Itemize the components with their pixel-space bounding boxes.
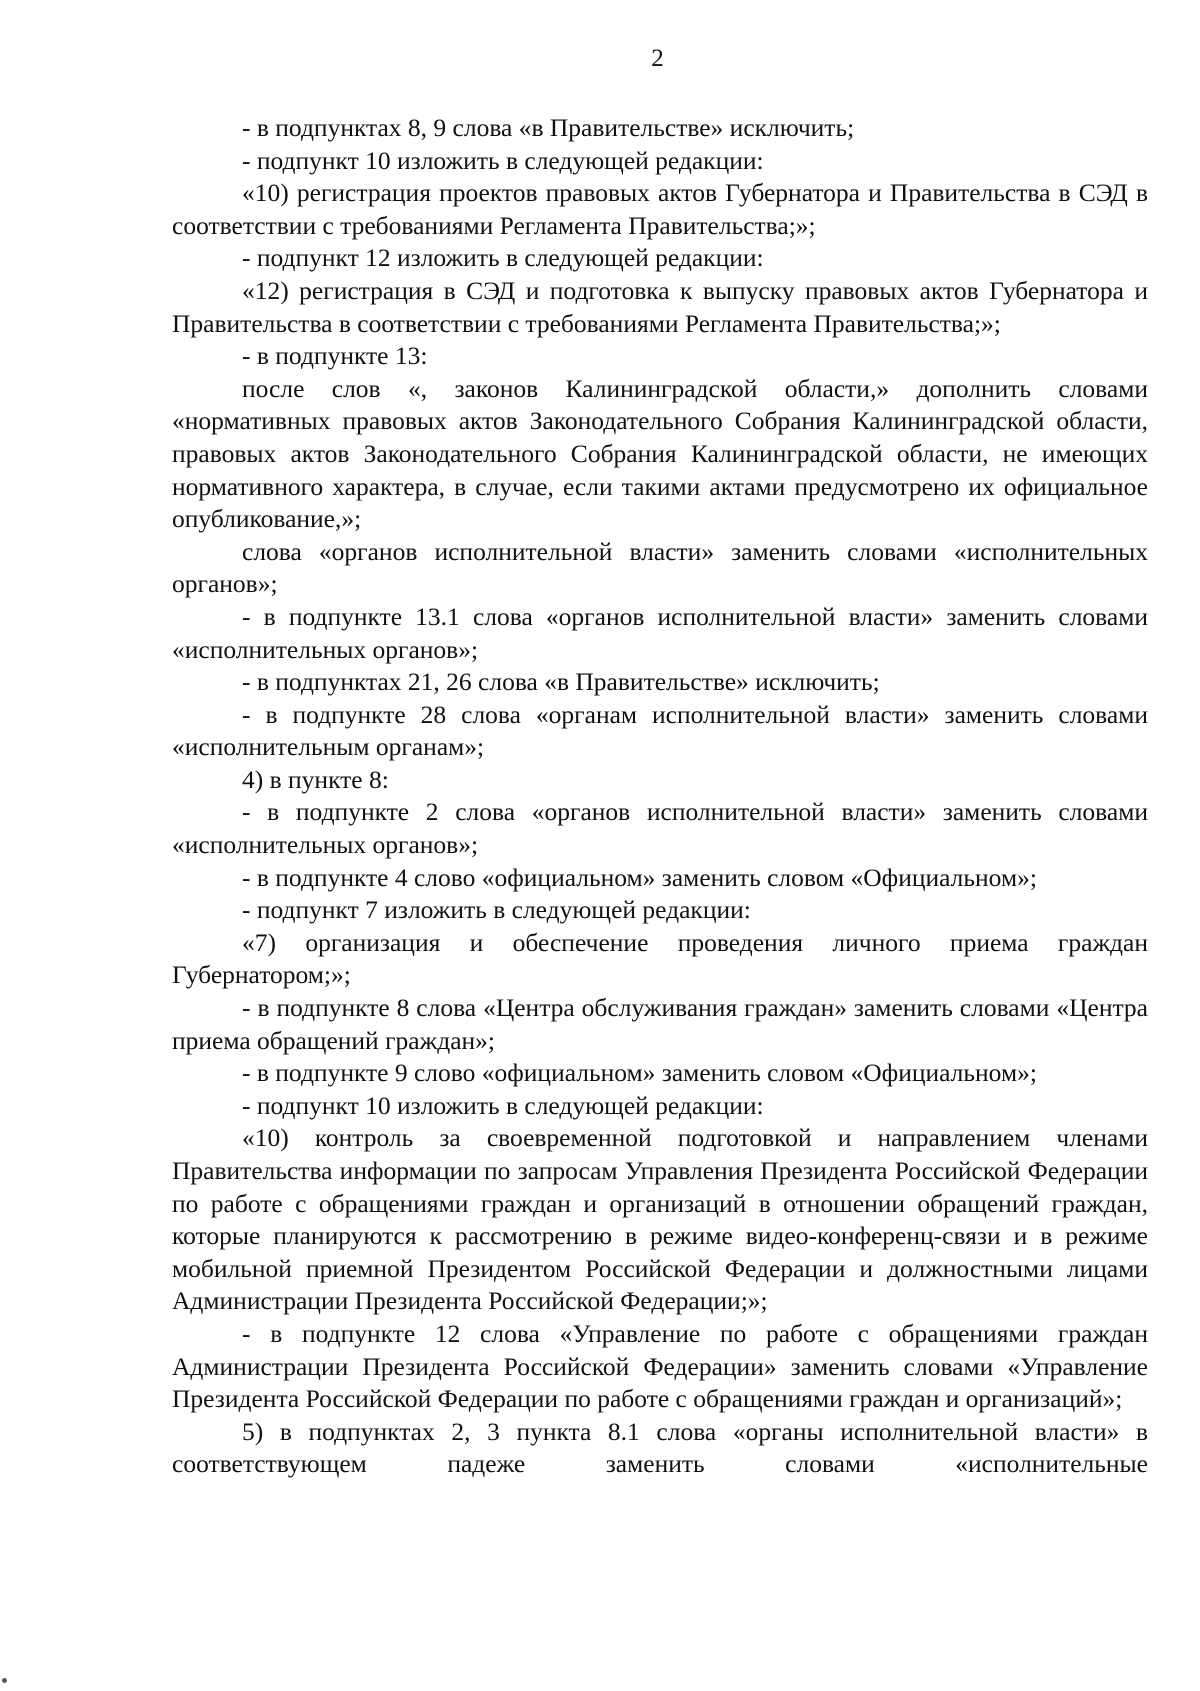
paragraph: - в подпункте 13: (242, 341, 428, 371)
page-number: 2 (651, 45, 664, 72)
paragraph: - подпункт 10 изложить в следующей редакции: (242, 145, 764, 175)
paragraph: 4) в пункте 8: (242, 764, 389, 794)
paragraph: - в подпункте 2 слова «органов исполнительной власти» заменить словами «исполнительных органов»; (172, 797, 1148, 860)
scan-mark (2, 1678, 7, 1683)
document-body (172, 112, 1148, 1481)
paragraph: - в подпункте 8 слова «Центра обслуживания граждан» заменить словами «Центра приема обращений граждан»; (172, 993, 1148, 1055)
paragraph: «7) организация и обеспечение проведения личного приема граждан Губернатором;»; (172, 927, 1148, 990)
paragraph: 5) в подпунктах 2, 3 пункта 8.1 слова «органы исполнительной власти» в соответствующем падеже заменить словами «исполнительные (172, 1416, 1148, 1479)
paragraph: «12) регистрация в СЭД и подготовка к выпуску правовых актов Губернатора и Правительства в соответствии с требованиями Регламента Правительства;»; (172, 275, 1148, 338)
paragraph: - в подпунктах 8, 9 слова «в Правительстве» исключить; (242, 113, 855, 142)
paragraph: - в подпункте 12 слова «Управление по работе с обращениями граждан Администрации Президента Российской Федерации» заменить словами «Управление Президента Российской Федерации по работе с обращениями граждан и организаций»; (172, 1318, 1148, 1414)
paragraph: - в подпункте 13.1 слова «органов исполнительной власти» заменить словами «исполнительных органов»; (172, 601, 1148, 664)
paragraph: «10) контроль за своевременной подготовкой и направлением членами Правительства информации по запросам Управления Президента Российской Федерации по работе с обращениями граждан и организаций в отношении обращений граждан, которые планируются к рассмотрению в режиме видео-конференц-связи и в режиме мобильной приемной Президентом Российской Федерации и должностными лицами Администрации Президента Российской Федерации;»; (172, 1123, 1148, 1316)
paragraph: - в подпунктах 21, 26 слова «в Правительстве» исключить; (242, 667, 880, 697)
paragraph: слова «органов исполнительной власти» заменить словами «исполнительных органов»; (172, 536, 1148, 599)
paragraph: - в подпункте 4 слово «официальном» заменить словом «Официальном»; (242, 862, 1037, 892)
paragraph: - в подпункте 28 слова «органам исполнительной власти» заменить словами «исполнительным органам»; (172, 699, 1148, 762)
paragraph: - подпункт 7 изложить в следующей редакции: (242, 895, 751, 925)
paragraph: - подпункт 10 изложить в следующей редакции: (242, 1090, 764, 1120)
paragraph: - в подпункте 9 слово «официальном» заменить словом «Официальном»; (242, 1058, 1037, 1088)
paragraph: «10) регистрация проектов правовых актов Губернатора и Правительства в СЭД в соответствии с требованиями Регламента Правительства;»; (172, 178, 1148, 240)
paragraph: - подпункт 12 изложить в следующей редакции: (242, 243, 764, 273)
paragraph: после слов «, законов Калининградской области,» дополнить словами «нормативных правовых актов Законодательного Собрания Калининградской области, правовых актов Законодательного Собрания Калининградской области, не имеющих нормативного характера, в случае, если такими актами предусмотрено их официальное опубликование,»; (172, 373, 1148, 534)
